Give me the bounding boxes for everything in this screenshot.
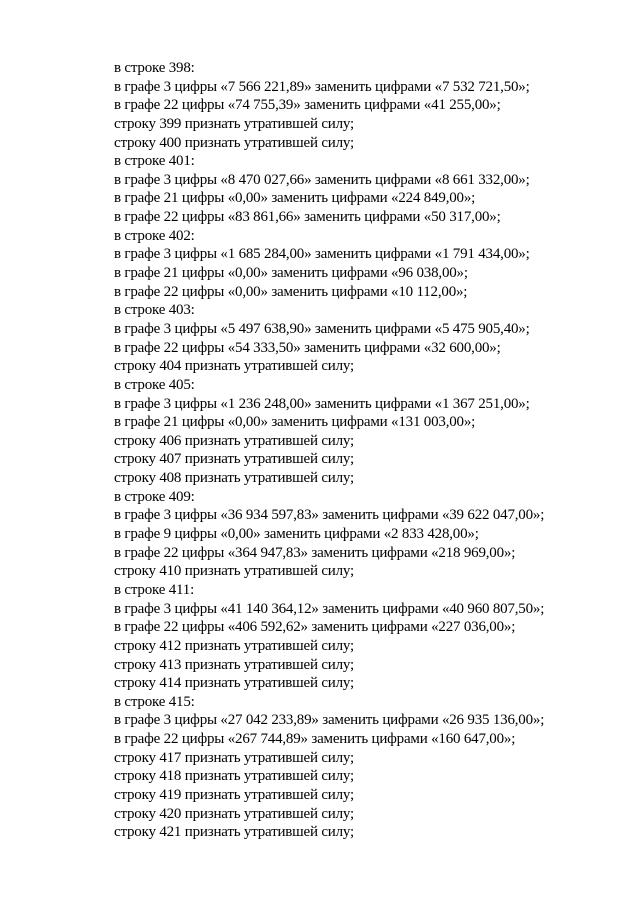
text-line: строку 418 признать утратившей силу; [114,768,354,785]
text-line: в графе 3 цифры «36 934 597,83» заменить цифрами «39 622 047,00»; [114,507,545,524]
text-line: в строке 415: [114,693,195,710]
text-line: в графе 21 цифры «0,00» заменить цифрами «131 003,00»; [114,414,476,431]
text-line: строку 419 признать утратившей силу; [114,786,354,803]
text-line: в графе 22 цифры «74 755,39» заменить цифрами «41 255,00»; [114,97,501,114]
text-line: в графе 22 цифры «83 861,66» заменить цифрами «50 317,00»; [114,209,501,226]
text-line: в графе 21 цифры «0,00» заменить цифрами «96 038,00»; [114,265,468,282]
text-line: строку 413 признать утратившей силу; [114,656,354,673]
text-line: в графе 3 цифры «1 236 248,00» заменить цифрами «1 367 251,00»; [114,395,530,412]
text-line: в графе 21 цифры «0,00» заменить цифрами «224 849,00»; [114,190,476,207]
text-line: в графе 3 цифры «1 685 284,00» заменить цифрами «1 791 434,00»; [114,246,530,263]
text-line: в графе 22 цифры «267 744,89» заменить цифрами «160 647,00»; [114,731,516,748]
text-line: в строке 409: [114,488,195,505]
text-line: в строке 411: [114,581,195,598]
text-line: строку 407 признать утратившей силу; [114,451,354,468]
text-line: строку 420 признать утратившей силу; [114,805,354,822]
text-line: строку 404 признать утратившей силу; [114,358,354,375]
text-line: в строке 405: [114,376,195,393]
text-line: в графе 22 цифры «54 333,50» заменить цифрами «32 600,00»; [114,339,501,356]
text-line: строку 399 признать утратившей силу; [114,115,354,132]
text-line: строку 412 признать утратившей силу; [114,637,354,654]
text-line: строку 414 признать утратившей силу; [114,675,354,692]
text-line: в строке 401: [114,153,195,170]
text-line: строку 410 признать утратившей силу; [114,563,354,580]
text-line: строку 400 признать утратившей силу; [114,134,354,151]
text-line: в графе 3 цифры «5 497 638,90» заменить цифрами «5 475 905,40»; [114,320,530,337]
text-line: строку 408 признать утратившей силу; [114,470,354,487]
text-line: в графе 3 цифры «27 042 233,89» заменить цифрами «26 935 136,00»; [114,712,545,729]
text-line: в графе 3 цифры «8 470 027,66» заменить цифрами «8 661 332,00»; [114,171,530,188]
text-line: в графе 3 цифры «41 140 364,12» заменить цифрами «40 960 807,50»; [114,600,545,617]
text-line: строку 417 признать утратившей силу; [114,749,354,766]
text-line: в графе 22 цифры «364 947,83» заменить цифрами «218 969,00»; [114,544,516,561]
text-line: в строке 398: [114,60,195,76]
document-body [114,59,614,842]
text-line: строку 421 признать утратившей силу; [114,824,354,841]
text-line: строку 406 признать утратившей силу; [114,432,354,449]
text-line: в графе 22 цифры «0,00» заменить цифрами «10 112,00»; [114,283,468,300]
text-line: в строке 402: [114,227,195,244]
text-line: в графе 3 цифры «7 566 221,89» заменить цифрами «7 532 721,50»; [114,78,530,95]
text-line: в графе 9 цифры «0,00» заменить цифрами «2 833 428,00»; [114,526,479,543]
text-line: в графе 22 цифры «406 592,62» заменить цифрами «227 036,00»; [114,619,516,636]
text-line: в строке 403: [114,302,195,319]
